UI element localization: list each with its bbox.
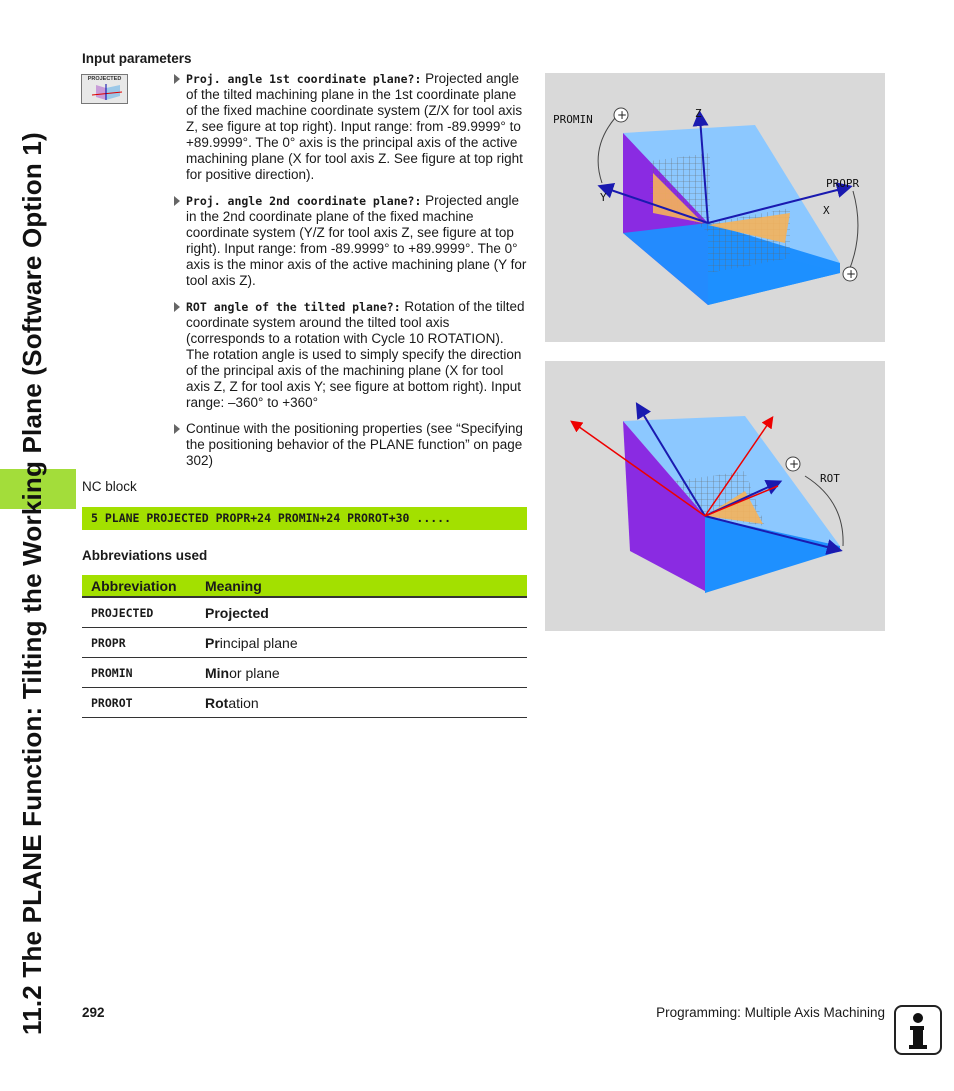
label-z: Z [695,107,702,120]
table-row [82,628,527,658]
info-icon [894,1005,942,1055]
figure-projected-angles [545,73,885,342]
abbr-bold: Projected [205,604,269,621]
abbr-rest: or plane [229,664,280,681]
label-y: Y [600,191,607,204]
svg-text:+: + [846,267,857,281]
param-rot-angle [174,299,529,411]
bullet-arrow-icon [174,74,180,84]
abbr-rest: ation [228,694,259,711]
svg-text:+: + [617,108,628,122]
abbr-rest: incipal plane [219,634,298,651]
abbr-bold: Min [205,664,230,681]
abbr-code: PROMIN [82,658,205,688]
table-row [82,688,527,718]
bullet-arrow-icon [174,424,180,434]
label-rot: ROT [820,472,840,485]
bullet-arrow-icon [174,302,180,312]
label-promin: PROMIN [553,113,593,126]
svg-text:+: + [789,457,800,471]
param-proj-angle-1st [174,71,529,183]
projected-plane-icon [82,83,127,103]
abbreviations-table [82,575,527,718]
nc-block-label: NC block [82,479,137,494]
chapter-title: 11.2 The PLANE Function: Tilting the Working Plane (Software Option 1) [17,132,47,1035]
nc-block-code [82,507,527,530]
abbr-bold: Pr [205,634,220,651]
input-parameters-heading: Input parameters [82,51,192,66]
label-propr: PROPR [826,177,860,190]
param-code: ROT angle of the tilted plane?: [186,300,401,314]
abbr-bold: Rot [205,694,229,711]
projected-angles-diagram [545,73,885,342]
chapter-footer: Programming: Multiple Axis Machining [656,1005,885,1020]
label-x: X [823,204,830,217]
col-meaning: Meaning [205,575,527,597]
param-text: Continue with the positioning properties (see “Specifying the positioning behavior of the PLANE function” on page 302) [186,421,523,468]
abbreviations-heading: Abbreviations used [82,548,208,563]
param-proj-angle-2nd [174,193,529,289]
table-row [82,597,527,628]
param-code: Proj. angle 1st coordinate plane?: [186,72,422,86]
nc-code-text: 5 PLANE PROJECTED PROPR+24 PROMIN+24 PROROT+30 ..... [91,511,452,525]
param-text: Rotation of the tilted coordinate system around the tilted tool axis (corresponds to a rotation with Cycle 10 ROTATION). The rotation angle is used to simply specify the direction of the principal axis of the machining plane (X for tool axis Z, Z for tool axis Y; see figure at bottom right). Input range: –360° to +360° [186,299,525,410]
abbr-code: PROJECTED [82,597,205,628]
figure-rotation [545,361,885,631]
abbr-code: PROPR [82,628,205,658]
projected-softkey[interactable] [81,74,128,104]
param-code: Proj. angle 2nd coordinate plane?: [186,194,422,208]
table-row [82,658,527,688]
bullet-arrow-icon [174,196,180,206]
softkey-label: PROJECTED [87,76,122,82]
abbr-code: PROROT [82,688,205,718]
param-text: Projected angle of the tilted machining plane in the 1st coordinate plane of the fixed machine coordinate system (Z/X for tool axis Z, see figure at top right). Input range: from -89.9999° to +89.9999°. The 0° axis is the principal axis of the active machining plane (X for tool axis Z. See figure at top right for positive direction). [186,71,523,182]
col-abbreviation: Abbreviation [82,575,205,597]
page-number: 292 [82,1005,105,1020]
param-continue [174,421,529,469]
param-text: Projected angle in the 2nd coordinate plane of the fixed machine coordinate system (Y/Z for tool axis Z, see figure at top right). Input range: from -89.9999° to +89.9999°. The 0° axis is the minor axis of the active machining plane (Y for tool axis Z). [186,193,527,288]
rotation-diagram [545,361,885,631]
